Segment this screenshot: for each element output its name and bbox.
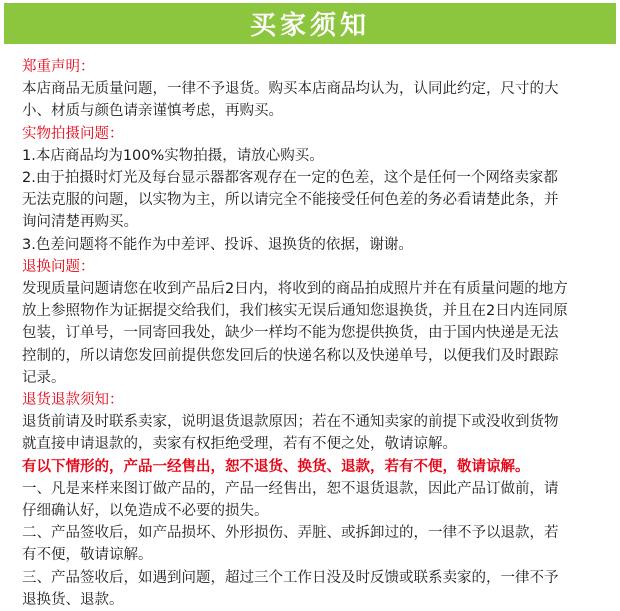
notice-line: 三、产品签收后，如遇到问题，超过三个工作日没及时反馈或联系卖家的，一律不予 [22, 569, 559, 586]
header-banner [4, 3, 616, 44]
photo-line: 无法克服的问题，以实物为主，所以请完全不能接受任何色差的务必看请楚此条，并 [22, 192, 559, 209]
photo-line: 询问清楚再购买。 [22, 214, 138, 231]
section-heading-photo: 实物拍摄问题： [22, 125, 124, 142]
exchange-line: 记录。 [22, 369, 66, 386]
photo-line: 2.由于拍摄时灯光及每台显示器都客观存在一定的色差，这个是任何一个网络卖家都 [22, 170, 558, 187]
notice-line: 仔细确认好，以免造成不必要的损失。 [22, 503, 269, 520]
exchange-line: 放上参照物作为证据提交给我们，我们核实无误后通知您退换货，并且在2日内连同原 [22, 303, 568, 320]
statement-line: 小、材质与颜色请亲谨慎考虑，再购买。 [22, 103, 283, 120]
banner-title: 买家须知 [249, 11, 370, 41]
section-heading-statement: 郑重声明： [22, 59, 95, 75]
refund-line: 就直接申请退款的，卖家有权拒绝受理，若有不便之处，敬请谅解。 [22, 436, 457, 453]
notice-line: 有不便，敬请谅解。 [22, 547, 153, 564]
notice-line: 退换货、退款。 [22, 591, 124, 608]
photo-line: 3.色差问题将不能作为中差评、投诉、退换货的依据，谢谢。 [22, 236, 413, 253]
statement-line: 本店商品无质量问题，一律不予退货。购买本店商品均认为，认同此约定，尺寸的大 [22, 81, 559, 98]
notice-line: 一、凡是来样来图订做产品的，产品一经售出，恕不退货退款，因此产品订做前，请 [22, 480, 559, 497]
exchange-line: 包装，订单号，一同寄回我处，缺少一样均不能为您提供换货，由于国内快递是无法 [22, 325, 559, 342]
refund-line: 退货前请及时联系卖家，说明退货退款原因；若在不通知卖家的前提下或没收到货物 [22, 414, 559, 431]
notice-line: 二、产品签收后，如产品损坏、外形损伤、弄脏、或拆卸过的，一律不予以退款，若 [22, 525, 559, 542]
photo-line: 1.本店商品均为100%实物拍摄，请放心购买。 [22, 147, 324, 164]
notice-content [22, 56, 612, 611]
section-heading-exchange: 退换问题： [22, 258, 95, 275]
emphasis-notice: 有以下情形的，产品一经售出，恕不退货、换货、退款，若有不便，敬请谅解。 [22, 458, 530, 475]
section-heading-refund: 退货退款须知： [22, 392, 124, 409]
exchange-line: 控制的，所以请您发回前提供您发回后的快递名称以及快递单号，以便我们及时跟踪 [22, 347, 559, 364]
exchange-line: 发现质量问题请您在收到产品后2日内，将收到的商品拍成照片并在有质量问题的地方 [22, 281, 568, 298]
